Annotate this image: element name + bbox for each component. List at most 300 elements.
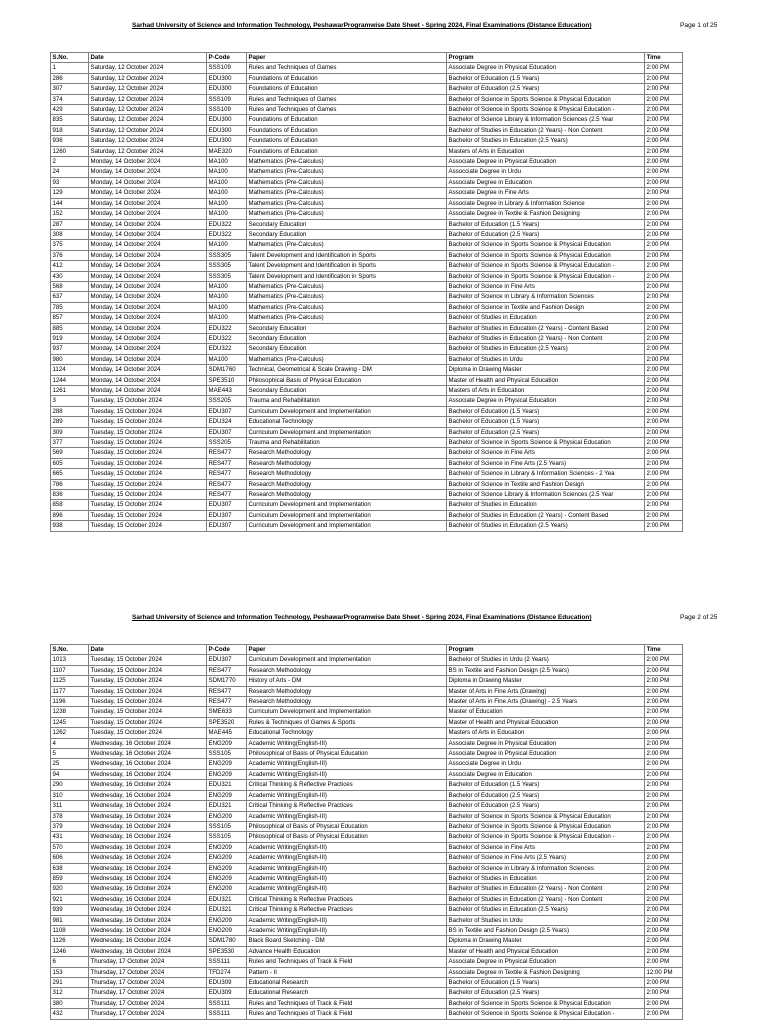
sno-cell: 24 (51, 167, 89, 177)
pcode-cell: EDU307 (207, 510, 247, 520)
sno-cell: 287 (51, 219, 89, 229)
sno-cell: 606 (51, 853, 89, 863)
time-cell: 2:00 PM (645, 406, 683, 416)
paper-cell: Mathematics (Pre-Calculus) (247, 240, 447, 250)
paper-cell: Black Board Sketching - DM (247, 936, 447, 946)
pcode-cell: EDU322 (207, 344, 247, 354)
sno-cell: 311 (51, 801, 89, 811)
table-row (51, 417, 683, 427)
pcode-cell: RES477 (207, 448, 247, 458)
sno-cell: 937 (51, 344, 89, 354)
table-row (51, 884, 683, 894)
table-row (51, 250, 683, 260)
date-cell: Saturday, 12 October 2024 (89, 94, 207, 104)
paper-cell: Curriculum Development and Implementation (247, 707, 447, 717)
date-cell: Tuesday, 15 October 2024 (89, 676, 207, 686)
time-cell: 2:00 PM (645, 157, 683, 167)
sno-cell: 1013 (51, 655, 89, 665)
date-cell: Saturday, 12 October 2024 (89, 73, 207, 83)
paper-cell: Educational Technology (247, 417, 447, 427)
time-cell: 2:00 PM (645, 946, 683, 956)
paper-cell: Rules and Techniques of Games (247, 63, 447, 73)
program-cell: Bachelor of Education (1.5 Years) (447, 219, 645, 229)
date-cell: Monday, 14 October 2024 (89, 219, 207, 229)
time-cell: 2:00 PM (645, 375, 683, 385)
pcode-cell: MA100 (207, 240, 247, 250)
sno-cell: 378 (51, 811, 89, 821)
time-cell: 2:00 PM (645, 988, 683, 998)
sno-cell: 638 (51, 863, 89, 873)
time-cell: 2:00 PM (645, 655, 683, 665)
pcode-cell: ENG209 (207, 738, 247, 748)
program-cell: Bachelor of Studies in Urdu (447, 915, 645, 925)
date-cell: Monday, 14 October 2024 (89, 344, 207, 354)
time-cell: 2:00 PM (645, 302, 683, 312)
sno-cell: 981 (51, 915, 89, 925)
date-cell: Tuesday, 15 October 2024 (89, 406, 207, 416)
time-cell: 2:00 PM (645, 281, 683, 291)
table-row (51, 925, 683, 935)
pcode-cell: MA100 (207, 198, 247, 208)
datesheet-table (50, 644, 683, 1020)
paper-cell: Talent Development and Identification in Sports (247, 250, 447, 260)
time-cell: 2:00 PM (645, 894, 683, 904)
sno-cell: 859 (51, 873, 89, 883)
date-cell: Monday, 14 October 2024 (89, 313, 207, 323)
sno-cell: 786 (51, 479, 89, 489)
sno-cell: 312 (51, 988, 89, 998)
paper-cell: Academic Writing(English-III) (247, 842, 447, 852)
sno-cell: 6 (51, 957, 89, 967)
program-cell: Master of Health and Physical Education (447, 946, 645, 956)
paper-cell: Talent Development and Identification in Sports (247, 271, 447, 281)
program-cell: Assocciate Degree in Urdu (447, 759, 645, 769)
table-row (51, 292, 683, 302)
time-cell: 2:00 PM (645, 177, 683, 187)
program-cell: Bachelor of Science in Sports Science & Physical Education (447, 94, 645, 104)
paper-cell: Mathematics (Pre-Calculus) (247, 177, 447, 187)
table-row (51, 63, 683, 73)
time-cell: 2:00 PM (645, 769, 683, 779)
pcode-cell: SSS305 (207, 261, 247, 271)
time-cell: 2:00 PM (645, 188, 683, 198)
date-cell: Monday, 14 October 2024 (89, 302, 207, 312)
table-row (51, 427, 683, 437)
sno-cell: 431 (51, 832, 89, 842)
pcode-cell: EDU300 (207, 125, 247, 135)
program-cell: Bachelor of Science in Fine Arts (447, 448, 645, 458)
time-cell: 2:00 PM (645, 521, 683, 531)
paper-cell: Educational Research (247, 978, 447, 988)
table-row (51, 188, 683, 198)
date-cell: Thursday, 17 October 2024 (89, 1009, 207, 1019)
sno-cell: 836 (51, 490, 89, 500)
pcode-cell: SSS109 (207, 94, 247, 104)
date-cell: Thursday, 17 October 2024 (89, 957, 207, 967)
date-cell: Wednesday, 16 October 2024 (89, 946, 207, 956)
paper-cell: Academic Writing(English-III) (247, 790, 447, 800)
program-cell: Bachelor of Science in Sports Science & Physical Education - (447, 832, 645, 842)
time-cell: 2:00 PM (645, 686, 683, 696)
time-cell: 2:00 PM (645, 167, 683, 177)
program-cell: Associate Degree in Textile & Fashion Designing (447, 967, 645, 977)
pcode-cell: MA100 (207, 302, 247, 312)
time-cell: 2:00 PM (645, 313, 683, 323)
column-header-pcode: P-Code (207, 645, 247, 655)
page-header (0, 614, 768, 630)
paper-cell: Rules and Techniques of Track & Field (247, 1009, 447, 1019)
program-cell: Bachelor of Science in Sports Science & Physical Education - (447, 271, 645, 281)
time-cell: 2:00 PM (645, 136, 683, 146)
pcode-cell: EDU307 (207, 521, 247, 531)
program-cell: Bachelor of Education (1.5 Years) (447, 780, 645, 790)
table-row (51, 790, 683, 800)
sno-cell: 2 (51, 157, 89, 167)
program-cell: Master of Arts in Fine Arts (Drawing) (447, 686, 645, 696)
pcode-cell: MA100 (207, 209, 247, 219)
paper-cell: Research Methodology (247, 686, 447, 696)
table-row (51, 821, 683, 831)
pcode-cell: EDU321 (207, 801, 247, 811)
table-row (51, 510, 683, 520)
table-row (51, 261, 683, 271)
paper-cell: Curriculum Development and Implementation (247, 406, 447, 416)
pcode-cell: EDU307 (207, 655, 247, 665)
sno-cell: 1262 (51, 728, 89, 738)
program-cell: Bachelor of Studies in Education (2 Years) - Non Content (447, 333, 645, 343)
program-cell: Bachelor of Studies in Urdu (447, 354, 645, 364)
program-cell: Bachelor of Science Library & Information Sciences (2.5 Year (447, 490, 645, 500)
date-cell: Wednesday, 16 October 2024 (89, 894, 207, 904)
sno-cell: 3 (51, 396, 89, 406)
date-cell: Saturday, 12 October 2024 (89, 63, 207, 73)
sno-cell: 1125 (51, 676, 89, 686)
paper-cell: Rules & Techniques of Games & Sports (247, 717, 447, 727)
paper-cell: Critical Thinking & Reflective Practices (247, 801, 447, 811)
time-cell: 2:00 PM (645, 978, 683, 988)
sno-cell: 665 (51, 469, 89, 479)
time-cell: 2:00 PM (645, 292, 683, 302)
table-row (51, 863, 683, 873)
paper-cell: Secondary Education (247, 386, 447, 396)
date-cell: Tuesday, 15 October 2024 (89, 479, 207, 489)
paper-cell: Educational Research (247, 988, 447, 998)
pcode-cell: RES477 (207, 490, 247, 500)
program-cell: Bachelor of Science in Library & Information Sciences (447, 292, 645, 302)
program-cell: Bachelor of Science Library & Information Sciences (2.5 Year (447, 115, 645, 125)
pcode-cell: EDU321 (207, 780, 247, 790)
time-cell: 2:00 PM (645, 998, 683, 1008)
date-cell: Tuesday, 15 October 2024 (89, 458, 207, 468)
pcode-cell: SSS305 (207, 271, 247, 281)
paper-cell: Secondary Education (247, 323, 447, 333)
sno-cell: 1126 (51, 936, 89, 946)
table-row (51, 832, 683, 842)
time-cell: 12:00 PM (645, 967, 683, 977)
table-row (51, 302, 683, 312)
sno-cell: 289 (51, 417, 89, 427)
pcode-cell: EDU322 (207, 219, 247, 229)
pcode-cell: EDU322 (207, 333, 247, 343)
pcode-cell: MA100 (207, 281, 247, 291)
paper-cell: Academic Writing(English-III) (247, 738, 447, 748)
program-cell: Bachelor of Science in Sports Science & Physical Education (447, 250, 645, 260)
table-row (51, 936, 683, 946)
time-cell: 2:00 PM (645, 707, 683, 717)
pcode-cell: EDU321 (207, 905, 247, 915)
paper-cell: Mathematics (Pre-Calculus) (247, 209, 447, 219)
program-cell: Associate Degree in Textile & Fashion Designing (447, 209, 645, 219)
table-header-row (51, 645, 683, 655)
program-cell: Bachelor of Science in Fine Arts (447, 281, 645, 291)
pcode-cell: MAE443 (207, 386, 247, 396)
table-row (51, 749, 683, 759)
date-cell: Tuesday, 15 October 2024 (89, 417, 207, 427)
date-cell: Tuesday, 15 October 2024 (89, 438, 207, 448)
time-cell: 2:00 PM (645, 94, 683, 104)
date-cell: Monday, 14 October 2024 (89, 229, 207, 239)
date-cell: Tuesday, 15 October 2024 (89, 490, 207, 500)
pcode-cell: MA100 (207, 177, 247, 187)
program-cell: Bachelor of Studies in Education (447, 313, 645, 323)
page-header (0, 22, 768, 38)
time-cell: 2:00 PM (645, 458, 683, 468)
table-row (51, 354, 683, 364)
paper-cell: Curriculum Development and Implementation (247, 655, 447, 665)
program-cell: Bachelor of Science in Sports Science & Physical Education (447, 811, 645, 821)
date-cell: Saturday, 12 October 2024 (89, 125, 207, 135)
paper-cell: Research Methodology (247, 490, 447, 500)
sno-cell: 835 (51, 115, 89, 125)
pcode-cell: MA100 (207, 188, 247, 198)
table-row (51, 905, 683, 915)
time-cell: 2:00 PM (645, 790, 683, 800)
pcode-cell: SSS205 (207, 396, 247, 406)
date-cell: Wednesday, 16 October 2024 (89, 811, 207, 821)
time-cell: 2:00 PM (645, 115, 683, 125)
table-header-row (51, 53, 683, 63)
pcode-cell: MAE445 (207, 728, 247, 738)
program-cell: Bachelor of Studies in Urdu (2 Years) (447, 655, 645, 665)
program-cell: Bachelor of Science in Fine Arts (2.5 Years) (447, 853, 645, 863)
paper-cell: Mathematics (Pre-Calculus) (247, 167, 447, 177)
program-cell: Bachelor of Education (2.5 Years) (447, 427, 645, 437)
pcode-cell: SPE3530 (207, 946, 247, 956)
table-row (51, 490, 683, 500)
paper-cell: Academic Writing(English-III) (247, 863, 447, 873)
date-cell: Tuesday, 15 October 2024 (89, 427, 207, 437)
date-cell: Saturday, 12 October 2024 (89, 146, 207, 156)
time-cell: 2:00 PM (645, 873, 683, 883)
time-cell: 2:00 PM (645, 780, 683, 790)
sno-cell: 286 (51, 73, 89, 83)
pcode-cell: EDU300 (207, 84, 247, 94)
paper-cell: Academic Writing(English-III) (247, 884, 447, 894)
sno-cell: 412 (51, 261, 89, 271)
time-cell: 2:00 PM (645, 853, 683, 863)
pcode-cell: EDU309 (207, 978, 247, 988)
date-cell: Tuesday, 15 October 2024 (89, 521, 207, 531)
pcode-cell: MAE320 (207, 146, 247, 156)
sno-cell: 885 (51, 323, 89, 333)
program-cell: Bachelor of Studies in Education (2 Years) - Non Content (447, 125, 645, 135)
table-row (51, 406, 683, 416)
table-row (51, 676, 683, 686)
date-cell: Monday, 14 October 2024 (89, 188, 207, 198)
time-cell: 2:00 PM (645, 717, 683, 727)
date-cell: Tuesday, 15 October 2024 (89, 728, 207, 738)
table-row (51, 219, 683, 229)
program-cell: Bachelor of Education (1.5 Years) (447, 978, 645, 988)
sno-cell: 380 (51, 998, 89, 1008)
date-cell: Monday, 14 October 2024 (89, 386, 207, 396)
sno-cell: 785 (51, 302, 89, 312)
column-header-sno: S.No. (51, 53, 89, 63)
paper-cell: Mathematics (Pre-Calculus) (247, 198, 447, 208)
pcode-cell: SSS109 (207, 105, 247, 115)
program-cell: Masters of Arts in Education (447, 728, 645, 738)
time-cell: 2:00 PM (645, 229, 683, 239)
table-row (51, 801, 683, 811)
pcode-cell: EDU307 (207, 427, 247, 437)
sno-cell: 379 (51, 821, 89, 831)
date-cell: Thursday, 17 October 2024 (89, 988, 207, 998)
program-cell: Master of Education (447, 707, 645, 717)
table-row (51, 686, 683, 696)
paper-cell: Research Methodology (247, 458, 447, 468)
paper-cell: Rules and Techniques of Games (247, 105, 447, 115)
time-cell: 2:00 PM (645, 209, 683, 219)
program-cell: Bachelor of Education (2.5 Years) (447, 801, 645, 811)
paper-cell: Philosophical of Basis of Physical Education (247, 832, 447, 842)
time-cell: 2:00 PM (645, 417, 683, 427)
paper-cell: Critical Thinking & Reflective Practices (247, 780, 447, 790)
date-cell: Monday, 14 October 2024 (89, 271, 207, 281)
sno-cell: 377 (51, 438, 89, 448)
program-cell: Associate Degree in Library & Information Science (447, 198, 645, 208)
sno-cell: 568 (51, 281, 89, 291)
time-cell: 2:00 PM (645, 676, 683, 686)
table-row (51, 521, 683, 531)
paper-cell: Secondary Education (247, 333, 447, 343)
sno-cell: 291 (51, 978, 89, 988)
pcode-cell: EDU322 (207, 229, 247, 239)
paper-cell: Mathematics (Pre-Calculus) (247, 292, 447, 302)
paper-cell: Secondary Education (247, 344, 447, 354)
paper-cell: Pattern - II (247, 967, 447, 977)
pcode-cell: SSS111 (207, 998, 247, 1008)
time-cell: 2:00 PM (645, 915, 683, 925)
date-cell: Thursday, 17 October 2024 (89, 998, 207, 1008)
pcode-cell: RES477 (207, 469, 247, 479)
time-cell: 2:00 PM (645, 396, 683, 406)
column-header-sno: S.No. (51, 645, 89, 655)
date-cell: Saturday, 12 October 2024 (89, 136, 207, 146)
sno-cell: 1261 (51, 386, 89, 396)
pcode-cell: ENG209 (207, 915, 247, 925)
time-cell: 2:00 PM (645, 354, 683, 364)
table-row (51, 271, 683, 281)
paper-cell: Foundations of Education (247, 146, 447, 156)
time-cell: 2:00 PM (645, 500, 683, 510)
program-cell: Bachelor of Science in Textile and Fashion Design (447, 479, 645, 489)
table-row (51, 717, 683, 727)
pcode-cell: RES477 (207, 665, 247, 675)
program-cell: Bachelor of Science in Textile and Fashion Design (447, 302, 645, 312)
date-cell: Wednesday, 16 October 2024 (89, 832, 207, 842)
paper-cell: Secondary Education (247, 219, 447, 229)
date-cell: Monday, 14 October 2024 (89, 365, 207, 375)
time-cell: 2:00 PM (645, 759, 683, 769)
time-cell: 2:00 PM (645, 386, 683, 396)
paper-cell: Philosophical of Basis of Physical Education (247, 821, 447, 831)
time-cell: 2:00 PM (645, 1009, 683, 1019)
table-row (51, 769, 683, 779)
program-cell: Bachelor of Science in Sports Science & Physical Education - (447, 261, 645, 271)
program-cell: Masters of Arts in Education (447, 386, 645, 396)
sno-cell: 310 (51, 790, 89, 800)
program-cell: Diploma in Drawing Master (447, 676, 645, 686)
program-cell: Bachelor of Science in Library & Information Sciences - 2 Yea (447, 469, 645, 479)
pcode-cell: MA100 (207, 157, 247, 167)
table-row (51, 146, 683, 156)
program-cell: Bachelor of Science in Sports Science & Physical Education (447, 821, 645, 831)
sno-cell: 25 (51, 759, 89, 769)
datesheet-table (50, 52, 683, 532)
pcode-cell: ENG209 (207, 863, 247, 873)
date-cell: Wednesday, 16 October 2024 (89, 821, 207, 831)
sno-cell: 919 (51, 333, 89, 343)
table-row (51, 84, 683, 94)
date-cell: Monday, 14 October 2024 (89, 375, 207, 385)
sno-cell: 938 (51, 521, 89, 531)
sno-cell: 1108 (51, 925, 89, 935)
date-cell: Saturday, 12 October 2024 (89, 115, 207, 125)
paper-cell: Academic Writing(English-III) (247, 925, 447, 935)
time-cell: 2:00 PM (645, 333, 683, 343)
program-cell: Diploma in Drawing Master (447, 936, 645, 946)
pcode-cell: MA100 (207, 313, 247, 323)
table-row (51, 978, 683, 988)
pcode-cell: EDU324 (207, 417, 247, 427)
program-cell: Associate Degree in Education (447, 177, 645, 187)
pcode-cell: SDM1770 (207, 676, 247, 686)
pcode-cell: MA100 (207, 167, 247, 177)
program-cell: Associate Degree in Physical Education (447, 738, 645, 748)
date-cell: Saturday, 12 October 2024 (89, 84, 207, 94)
pcode-cell: EDU307 (207, 406, 247, 416)
time-cell: 2:00 PM (645, 365, 683, 375)
time-cell: 2:00 PM (645, 250, 683, 260)
page-title: Sarhad University of Science and Information Technology, PeshawarProgramwise Date Sheet - Spring 2024, Final Examinations (Distance Education) (132, 614, 592, 621)
program-cell: BS in Textile and Fashion Design (2.5 Years) (447, 665, 645, 675)
pcode-cell: RES477 (207, 479, 247, 489)
pcode-cell: ENG209 (207, 769, 247, 779)
pcode-cell: EDU300 (207, 136, 247, 146)
pcode-cell: EDU300 (207, 73, 247, 83)
date-cell: Wednesday, 16 October 2024 (89, 780, 207, 790)
pcode-cell: TFD274 (207, 967, 247, 977)
paper-cell: Critical Thinking & Reflective Practices (247, 905, 447, 915)
time-cell: 2:00 PM (645, 198, 683, 208)
time-cell: 2:00 PM (645, 811, 683, 821)
date-cell: Monday, 14 October 2024 (89, 250, 207, 260)
sno-cell: 637 (51, 292, 89, 302)
date-cell: Wednesday, 16 October 2024 (89, 790, 207, 800)
time-cell: 2:00 PM (645, 240, 683, 250)
pcode-cell: ENG209 (207, 759, 247, 769)
paper-cell: Secondary Education (247, 229, 447, 239)
